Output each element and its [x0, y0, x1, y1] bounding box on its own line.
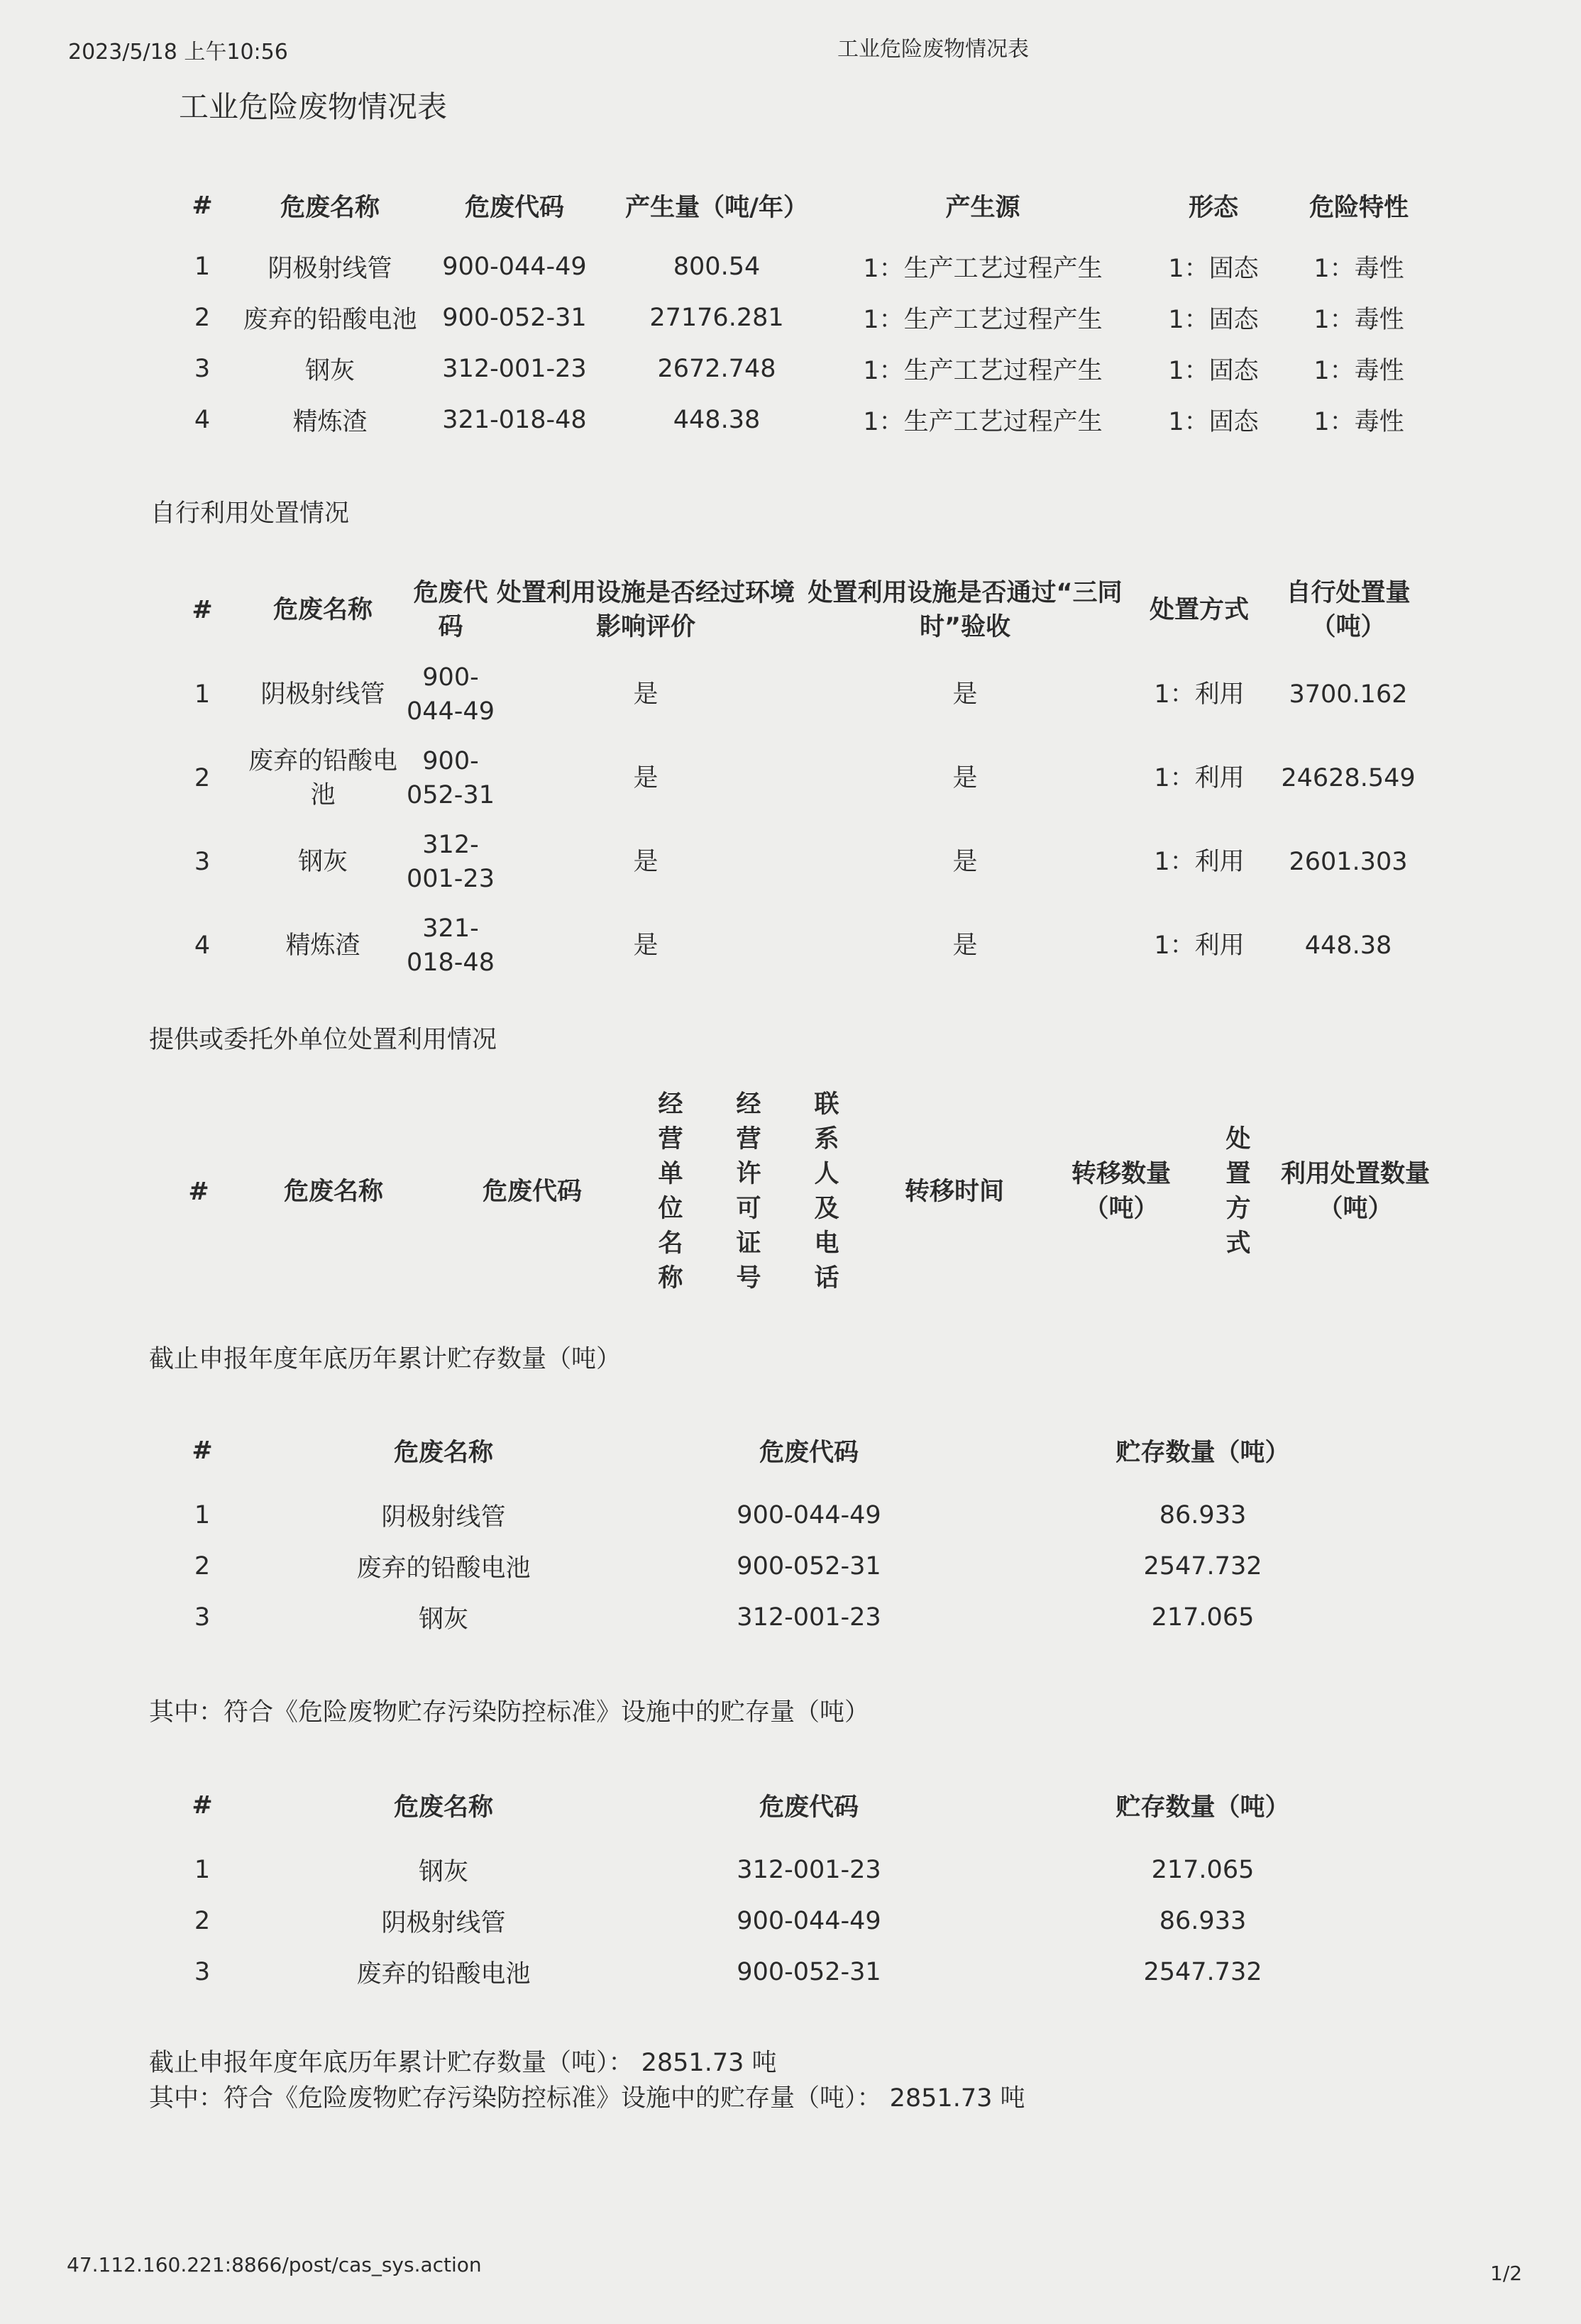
- cell: 1: [194, 1856, 211, 1884]
- cell: 4: [194, 931, 211, 960]
- cell: 900-052-31: [407, 747, 495, 809]
- cell: 1：固态: [1168, 357, 1259, 385]
- cell: 是: [633, 680, 659, 709]
- cell: 312-001-23: [737, 1603, 881, 1632]
- cell: 钢灰: [297, 848, 348, 876]
- cell: 900-044-49: [737, 1501, 881, 1529]
- col-header: 危废名称: [272, 596, 373, 624]
- col-header: #: [192, 1791, 213, 1820]
- cell: 3: [194, 1603, 211, 1632]
- cell: 217.065: [1151, 1603, 1255, 1632]
- page-number: 1/2: [1490, 2262, 1523, 2285]
- col-header: 产生源: [945, 194, 1020, 222]
- cell: 800.54: [673, 253, 761, 281]
- cell: 2: [194, 1907, 211, 1935]
- cell: 废弃的铅酸电池: [243, 306, 417, 334]
- col-header: 危废代码: [759, 1793, 859, 1822]
- cell: 1：固态: [1168, 306, 1259, 334]
- col-header: 危废代码: [464, 194, 564, 222]
- cell: 2: [194, 304, 211, 332]
- cell: 3: [194, 848, 211, 876]
- table-header-row: [163, 170, 1433, 241]
- cell: 是: [633, 848, 659, 876]
- cell: 1：固态: [1168, 255, 1259, 283]
- col-header: 危废名称: [280, 194, 380, 222]
- print-header-title: 工业危险废物情况表: [837, 37, 1029, 62]
- col-header: 利用处置数量（吨）: [1280, 1160, 1430, 1223]
- col-header: 危废代码: [482, 1177, 582, 1206]
- cell: 是: [633, 931, 659, 960]
- col-header: 处置利用设施是否通过“三同时”验收: [808, 579, 1123, 641]
- cell: 1: [194, 680, 211, 709]
- table-row: [163, 1592, 1433, 1643]
- col-header: 危废名称: [393, 1439, 493, 1467]
- self-disposal-table: [163, 568, 1433, 987]
- col-header: 经营许可证号: [736, 1090, 761, 1293]
- cell: 2672.748: [657, 355, 776, 383]
- col-header: 转移时间: [904, 1177, 1004, 1206]
- table-header-row: [163, 1766, 1433, 1844]
- table-row: [163, 736, 1433, 820]
- col-header: 转移数量（吨）: [1071, 1160, 1171, 1223]
- col-header: 危废代码: [413, 579, 488, 641]
- section-title-self-disposal: 自行利用处置情况: [150, 499, 350, 528]
- table-row: [163, 292, 1433, 343]
- cell: 1：生产工艺过程产生: [863, 408, 1103, 436]
- cell: 2: [194, 1552, 211, 1581]
- col-header: #: [192, 596, 213, 624]
- cell: 精炼渣: [285, 931, 360, 960]
- cell: 1：生产工艺过程产生: [863, 357, 1103, 385]
- col-header: #: [192, 192, 213, 220]
- cell: 是: [952, 931, 978, 960]
- cell: 阴极射线管: [381, 1503, 506, 1532]
- col-header: 形态: [1188, 194, 1238, 222]
- cell: 2547.732: [1143, 1958, 1262, 1986]
- table-row: [163, 394, 1433, 446]
- summary-compliant-storage: 其中：符合《危险废物贮存污染防控标准》设施中的贮存量（吨）： 2851.73 吨: [149, 2084, 1025, 2113]
- table-row: [163, 343, 1433, 394]
- cell: 321-018-48: [407, 914, 495, 977]
- cell: 1：生产工艺过程产生: [863, 255, 1103, 283]
- cell: 阴极射线管: [381, 1909, 506, 1937]
- cell: 86.933: [1159, 1501, 1247, 1529]
- cell: 900-044-49: [737, 1907, 881, 1935]
- cell: 900-044-49: [407, 663, 495, 726]
- waste-generation-table: [163, 170, 1433, 446]
- cell: 2601.303: [1289, 848, 1408, 876]
- cell: 3: [194, 355, 211, 383]
- cell: 2: [194, 764, 211, 792]
- table-row: [163, 904, 1433, 987]
- col-header: 危废名称: [283, 1177, 383, 1206]
- table-header-row: [163, 1412, 1433, 1490]
- table-row: [163, 653, 1433, 736]
- table-row: [163, 1844, 1433, 1896]
- col-header: 自行处置量（吨）: [1286, 579, 1411, 641]
- col-header: 危险特性: [1309, 194, 1409, 222]
- print-datetime: 2023/5/18 上午10:56: [68, 40, 288, 65]
- cell: 312-001-23: [737, 1856, 881, 1884]
- section-title-compliant-storage: 其中：符合《危险废物贮存污染防控标准》设施中的贮存量（吨）: [149, 1698, 870, 1727]
- cell: 废弃的铅酸电池: [356, 1554, 531, 1583]
- cell: 900-052-31: [737, 1552, 881, 1581]
- cell: 1: [194, 253, 211, 281]
- table-row: [163, 1490, 1433, 1541]
- col-header: #: [192, 1437, 213, 1465]
- col-header: 处置方式: [1225, 1125, 1251, 1258]
- cumulative-storage-table: [163, 1412, 1433, 1643]
- cell: 废弃的铅酸电池: [248, 747, 397, 809]
- cell: 1：利用: [1154, 931, 1245, 960]
- cell: 448.38: [673, 406, 761, 434]
- cell: 24628.549: [1281, 764, 1416, 792]
- table-row: [163, 241, 1433, 292]
- col-header: 经营单位名称: [658, 1090, 683, 1293]
- cell: 448.38: [1304, 931, 1392, 960]
- cell: 钢灰: [418, 1858, 468, 1886]
- cell: 废弃的铅酸电池: [356, 1960, 531, 1988]
- cell: 2547.732: [1143, 1552, 1262, 1581]
- table-header-row: [163, 568, 1433, 653]
- compliant-storage-table: [163, 1766, 1433, 1998]
- table-header-row: [163, 1085, 1433, 1298]
- cell: 900-052-31: [737, 1958, 881, 1986]
- cell: 1：利用: [1154, 848, 1245, 876]
- col-header: 贮存数量（吨）: [1115, 1439, 1290, 1467]
- cell: 3700.162: [1289, 680, 1408, 709]
- col-header: 处置利用设施是否经过环境影响评价: [497, 579, 795, 641]
- table-row: [163, 1896, 1433, 1947]
- table-row: [163, 1947, 1433, 1998]
- cell: 1：毒性: [1313, 306, 1404, 334]
- cell: 阴极射线管: [268, 255, 392, 283]
- cell: 1：毒性: [1313, 357, 1404, 385]
- col-header: 处置方式: [1149, 596, 1249, 624]
- cell: 217.065: [1151, 1856, 1255, 1884]
- cell: 是: [633, 764, 659, 792]
- cell: 阴极射线管: [260, 680, 385, 709]
- cell: 是: [952, 764, 978, 792]
- col-header: 产生量（吨/年）: [625, 194, 808, 222]
- col-header: 联系人及电话: [814, 1090, 839, 1293]
- cell: 1：利用: [1154, 764, 1245, 792]
- cell: 1：固态: [1168, 408, 1259, 436]
- cell: 1：毒性: [1313, 408, 1404, 436]
- cell: 1: [194, 1501, 211, 1529]
- col-header: 危废代码: [759, 1439, 859, 1467]
- document-title: 工业危险废物情况表: [179, 89, 448, 124]
- cell: 钢灰: [304, 357, 355, 385]
- cell: 1：毒性: [1313, 255, 1404, 283]
- cell: 是: [952, 680, 978, 709]
- col-header: 贮存数量（吨）: [1115, 1793, 1290, 1822]
- cell: 312-001-23: [442, 355, 587, 383]
- cell: 4: [194, 406, 211, 434]
- col-header: 危废名称: [393, 1793, 493, 1822]
- cell: 精炼渣: [292, 408, 368, 436]
- col-header: #: [188, 1177, 209, 1206]
- cell: 27176.281: [649, 304, 784, 332]
- cell: 3: [194, 1958, 211, 1986]
- table-row: [163, 820, 1433, 904]
- section-title-cumulative-storage: 截止申报年度年底历年累计贮存数量（吨）: [149, 1345, 622, 1373]
- cell: 1：利用: [1154, 680, 1245, 709]
- cell: 900-044-49: [442, 253, 587, 281]
- cell: 钢灰: [418, 1605, 468, 1634]
- cell: 312-001-23: [407, 831, 495, 893]
- external-disposal-table: [163, 1085, 1433, 1298]
- cell: 900-052-31: [442, 304, 587, 332]
- cell: 1：生产工艺过程产生: [863, 306, 1103, 334]
- table-row: [163, 1541, 1433, 1592]
- cell: 是: [952, 848, 978, 876]
- cell: 321-018-48: [442, 406, 587, 434]
- summary-cumulative-storage: 截止申报年度年底历年累计贮存数量（吨）： 2851.73 吨: [149, 2049, 777, 2077]
- section-title-external-disposal: 提供或委托外单位处置利用情况: [149, 1026, 497, 1054]
- cell: 86.933: [1159, 1907, 1247, 1935]
- footer-url: 47.112.160.221:8866/post/cas_sys.action: [67, 2253, 482, 2276]
